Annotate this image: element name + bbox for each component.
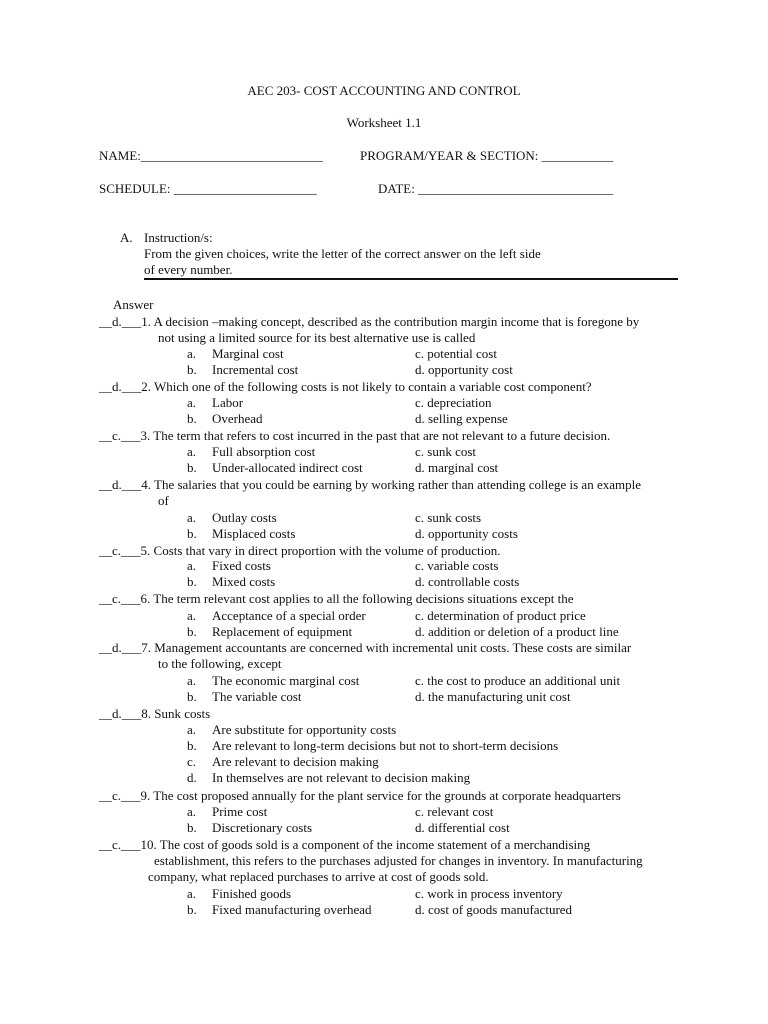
choice-b: Misplaced costs (212, 526, 296, 541)
choice-d: d. the manufacturing unit cost (415, 689, 571, 704)
choice-letter: a. (187, 346, 197, 361)
question-text: A decision –making concept, described as the contribution margin income that is foregone by (151, 314, 640, 329)
program-section-field: PROGRAM/YEAR & SECTION: ___________ (360, 148, 614, 163)
choice-c: c. sunk cost (415, 444, 477, 459)
instruction-line-2: of every number. (144, 262, 233, 277)
choice-d: d. opportunity cost (415, 362, 513, 377)
question-1 (99, 314, 639, 330)
choice-d: d. addition or deletion of a product line (415, 624, 619, 639)
question-7 (99, 640, 631, 656)
question-8 (99, 706, 210, 722)
answer-blank: __c.___5. (99, 543, 151, 558)
answer-blank: __d.___4. (99, 477, 151, 492)
question-10 (99, 837, 590, 853)
choice-c: c. depreciation (415, 395, 492, 410)
instruction-heading: Instruction/s: (144, 230, 213, 245)
choice-letter: b. (187, 820, 197, 835)
question-4 (99, 477, 641, 493)
choice-a: Fixed costs (212, 558, 271, 573)
choice-letter: b. (187, 689, 197, 704)
question-text: Costs that vary in direct proportion with the volume of production. (150, 543, 501, 558)
instruction-label: A. (120, 230, 133, 245)
answer-blank: __c.___3. (99, 428, 151, 443)
choice-d: d. controllable costs (415, 574, 520, 589)
answer-blank: __c.___10. (99, 837, 157, 852)
question-text: Management accountants are concerned with incremental unit costs. These costs are similar (151, 640, 632, 655)
choice-c: c. variable costs (415, 558, 499, 573)
question-6 (99, 591, 574, 607)
choice-letter: b. (187, 902, 197, 917)
choice-b: Replacement of equipment (212, 624, 353, 639)
choice-letter: b. (187, 526, 197, 541)
date-field: DATE: ______________________________ (378, 181, 614, 196)
choice-letter: b. (187, 460, 197, 475)
instruction-divider (144, 278, 678, 280)
name-field: NAME:____________________________ (99, 148, 323, 163)
choice-b: Under-allocated indirect cost (212, 460, 363, 475)
choice-letter: a. (187, 558, 197, 573)
choice-letter: a. (187, 395, 197, 410)
choice-a: Outlay costs (212, 510, 277, 525)
choice-c: Are relevant to decision making (212, 754, 379, 769)
choice-a: Finished goods (212, 886, 292, 901)
choice-a: Full absorption cost (212, 444, 316, 459)
answer-blank: __d.___7. (99, 640, 151, 655)
answer-heading: Answer (113, 297, 154, 312)
course-title: AEC 203- COST ACCOUNTING AND CONTROL (247, 83, 521, 98)
worksheet-number: Worksheet 1.1 (346, 115, 422, 130)
choice-letter: a. (187, 673, 197, 688)
choice-b: Overhead (212, 411, 263, 426)
choice-letter: d. (187, 770, 197, 785)
choice-b: Fixed manufacturing overhead (212, 902, 372, 917)
question-10-continued-1: establishment, this refers to the purchases adjusted for changes in inventory. In manufacturing (154, 853, 643, 868)
choice-letter: b. (187, 362, 197, 377)
choice-c: c. work in process inventory (415, 886, 563, 901)
choice-a: Labor (212, 395, 244, 410)
choice-letter: b. (187, 574, 197, 589)
choice-a: Prime cost (212, 804, 268, 819)
choice-d: In themselves are not relevant to decision making (212, 770, 471, 785)
question-4-continued: of (158, 493, 169, 508)
choice-a: Are substitute for opportunity costs (212, 722, 397, 737)
choice-b: Mixed costs (212, 574, 276, 589)
choice-letter: a. (187, 886, 197, 901)
choice-letter: c. (187, 754, 197, 769)
choice-c: c. sunk costs (415, 510, 482, 525)
choice-a: Marginal cost (212, 346, 284, 361)
question-2 (99, 379, 592, 395)
choice-letter: b. (187, 738, 197, 753)
instruction-line-1: From the given choices, write the letter of the correct answer on the left side (144, 246, 541, 261)
question-text: The cost proposed annually for the plant service for the grounds at corporate headquarters (150, 788, 621, 803)
answer-blank: __d.___1. (99, 314, 151, 329)
choice-a: The economic marginal cost (212, 673, 360, 688)
question-text: Which one of the following costs is not likely to contain a variable cost component? (151, 379, 592, 394)
question-10-continued-2: company, what replaced purchases to arrive at cost of goods sold. (148, 869, 489, 884)
question-3 (99, 428, 610, 444)
question-text: The cost of goods sold is a component of the income statement of a merchandising (156, 837, 591, 852)
choice-d: d. differential cost (415, 820, 510, 835)
choice-c: c. determination of product price (415, 608, 586, 623)
choice-c: c. the cost to produce an additional unit (415, 673, 621, 688)
choice-d: d. selling expense (415, 411, 508, 426)
choice-letter: a. (187, 608, 197, 623)
question-9 (99, 788, 621, 804)
answer-blank: __c.___9. (99, 788, 151, 803)
schedule-field: SCHEDULE: ______________________ (99, 181, 317, 196)
question-text: Sunk costs (151, 706, 211, 721)
choice-letter: b. (187, 624, 197, 639)
choice-letter: b. (187, 411, 197, 426)
choice-letter: a. (187, 722, 197, 737)
choice-letter: a. (187, 510, 197, 525)
answer-blank: __d.___2. (99, 379, 151, 394)
question-1-continued: not using a limited source for its best alternative use is called (158, 330, 476, 345)
choice-c: c. potential cost (415, 346, 497, 361)
choice-c: c. relevant cost (415, 804, 494, 819)
question-text: The salaries that you could be earning by working rather than attending college is an example (151, 477, 641, 492)
choice-b: The variable cost (212, 689, 302, 704)
choice-d: d. opportunity costs (415, 526, 518, 541)
answer-blank: __c.___6. (99, 591, 151, 606)
question-5 (99, 543, 501, 559)
answer-blank: __d.___8. (99, 706, 151, 721)
question-text: The term that refers to cost incurred in the past that are not relevant to a future decision. (150, 428, 611, 443)
question-7-continued: to the following, except (158, 656, 282, 671)
choice-b: Discretionary costs (212, 820, 313, 835)
choice-letter: a. (187, 444, 197, 459)
choice-letter: a. (187, 804, 197, 819)
choice-d: d. marginal cost (415, 460, 499, 475)
choice-a: Acceptance of a special order (212, 608, 366, 623)
question-text: The term relevant cost applies to all the following decisions situations except the (150, 591, 574, 606)
choice-d: d. cost of goods manufactured (415, 902, 573, 917)
choice-b: Are relevant to long-term decisions but not to short-term decisions (212, 738, 559, 753)
choice-b: Incremental cost (212, 362, 299, 377)
